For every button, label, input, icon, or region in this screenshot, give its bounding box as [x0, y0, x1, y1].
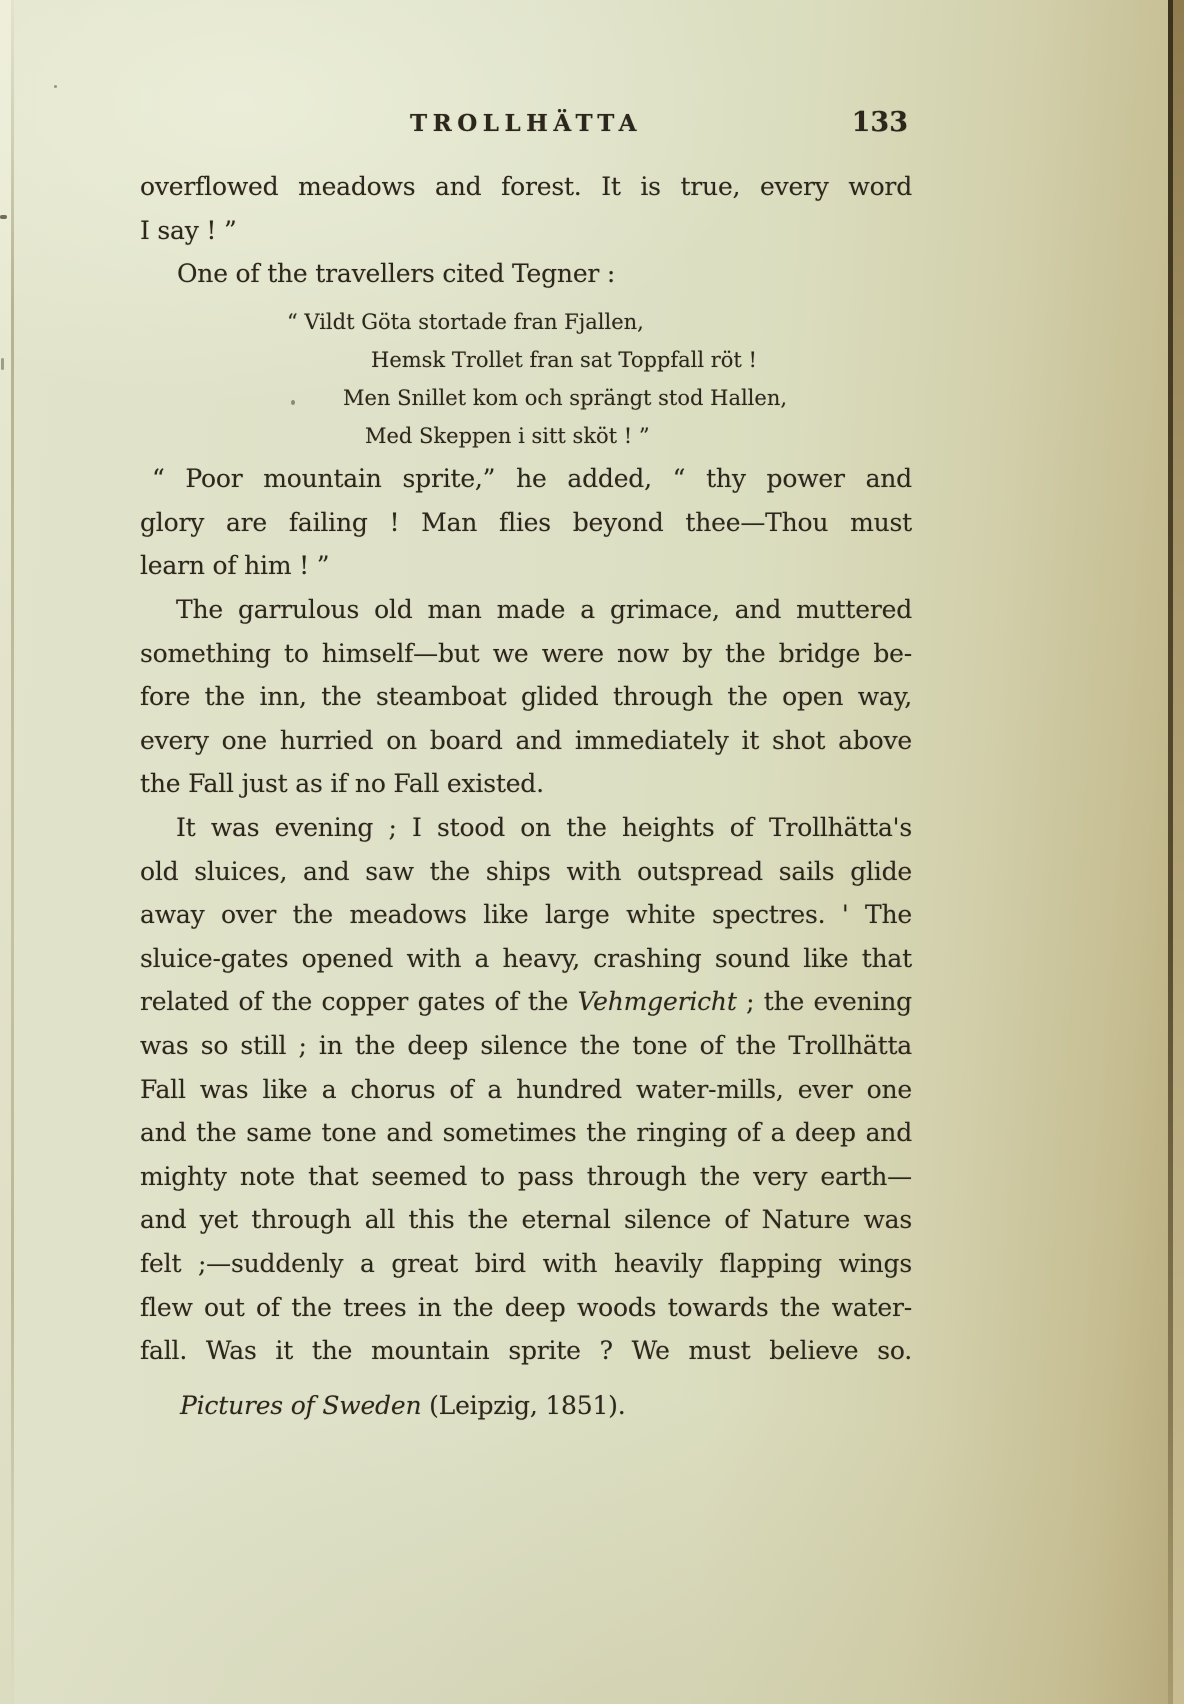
text-segment: related of the copper gates of the: [140, 987, 578, 1017]
text-segment: (Leipzig, 1851).: [429, 1391, 626, 1420]
text-segment: felt ;—suddenly a great bird with heavily flapping wings: [140, 1248, 912, 1278]
text-line: [140, 1068, 912, 1112]
text-segment: away over the meadows like large white spectres. ' The: [140, 900, 912, 930]
scan-artifact: [1, 358, 4, 370]
text-segment: the Fall just as if no Fall existed.: [140, 769, 544, 799]
text-line: [140, 762, 912, 806]
text-segment: I say ! ”: [140, 215, 237, 245]
left-page-edge: [0, 0, 11, 1704]
citation-block: [140, 1384, 912, 1428]
text-segment: ; the evening: [736, 987, 912, 1017]
para-block: [140, 252, 912, 296]
text-segment: overflowed meadows and forest. It is true, every word: [140, 172, 912, 201]
page-number: 133: [851, 107, 908, 138]
text-line: [140, 850, 912, 894]
text-line: [140, 501, 912, 545]
para-block: [140, 806, 912, 1373]
text-segment: every one hurried on board and immediately it shot above: [140, 725, 912, 755]
text-line: [140, 893, 912, 937]
text-segment: “ Poor mountain sprite,” he added, “ thy power and: [152, 464, 912, 493]
text-line: [140, 417, 912, 455]
text-line: [140, 457, 912, 501]
text-segment: Fall was like a chorus of a hundred water-mills, ever one: [140, 1074, 912, 1104]
text-segment: Med Skeppen i sitt sköt ! ”: [365, 424, 650, 448]
scan-artifact: [54, 85, 57, 88]
text-line: [140, 806, 912, 850]
text-segment: glory are failing ! Man flies beyond thee—Thou must: [140, 507, 912, 537]
para-block: [140, 165, 912, 252]
para-block: [140, 588, 912, 806]
italic-text: Pictures of Sweden: [180, 1391, 430, 1420]
text-line: [140, 209, 912, 253]
text-line: [140, 165, 912, 209]
scan-artifact: [0, 215, 7, 219]
text-line: [140, 341, 912, 379]
text-line: [140, 588, 912, 632]
text-segment: learn of him ! ”: [140, 551, 330, 581]
text-line: [140, 1198, 912, 1242]
text-segment: One of the travellers cited Tegner :: [177, 259, 616, 288]
text-line: [140, 1242, 912, 1286]
text-segment: and the same tone and sometimes the ringing of a deep and: [140, 1118, 912, 1148]
text-line: [140, 1329, 912, 1373]
text-line: [140, 1111, 912, 1155]
text-line: [140, 544, 912, 588]
text-segment: and yet through all this the eternal silence of Nature was: [140, 1205, 912, 1235]
running-title: TROLLHÄTTA: [410, 110, 642, 137]
text-line: [140, 379, 912, 417]
verse-block: [140, 303, 912, 455]
text-segment: fall. Was it the mountain sprite ? We must believe so.: [140, 1336, 912, 1366]
text-line: [140, 980, 912, 1024]
text-line: [140, 252, 912, 296]
page-header: [140, 107, 912, 150]
text-segment: mighty note that seemed to pass through the very earth—: [140, 1161, 912, 1191]
text-line: [140, 675, 912, 719]
text-segment: Hemsk Trollet fran sat Toppfall röt !: [371, 348, 757, 372]
text-line: [140, 719, 912, 763]
text-segment: was so still ; in the deep silence the tone of the Trollhätta: [140, 1030, 912, 1060]
text-line: [140, 937, 912, 981]
italic-text: Vehmgericht: [577, 987, 737, 1017]
text-segment: Men Snillet kom och sprängt stod Hallen,: [343, 386, 788, 410]
text-line: [140, 632, 912, 676]
text-line: [140, 1155, 912, 1199]
text-segment: The garrulous old man made a grimace, and muttered: [176, 595, 912, 624]
text-segment: fore the inn, the steamboat glided through the open way,: [140, 682, 912, 712]
text-segment: flew out of the trees in the deep woods towards the water-: [140, 1292, 912, 1322]
paper-crease: [11, 0, 14, 1704]
paper-edge-strip: [1173, 0, 1184, 1704]
text-line: [140, 1024, 912, 1068]
text-line: [140, 303, 912, 341]
text-segment: It was evening ; I stood on the heights of Trollhätta's: [176, 813, 912, 842]
text-line: [140, 1384, 912, 1428]
text-line: [140, 1286, 912, 1330]
para-block: [140, 457, 912, 588]
text-segment: sluice-gates opened with a heavy, crashing sound like that: [140, 943, 912, 973]
text-segment: old sluices, and saw the ships with outspread sails glide: [140, 856, 912, 886]
text-segment: “ Vildt Göta stortade fran Fjallen,: [287, 310, 644, 334]
text-segment: something to himself—but we were now by the bridge be-: [140, 638, 912, 668]
